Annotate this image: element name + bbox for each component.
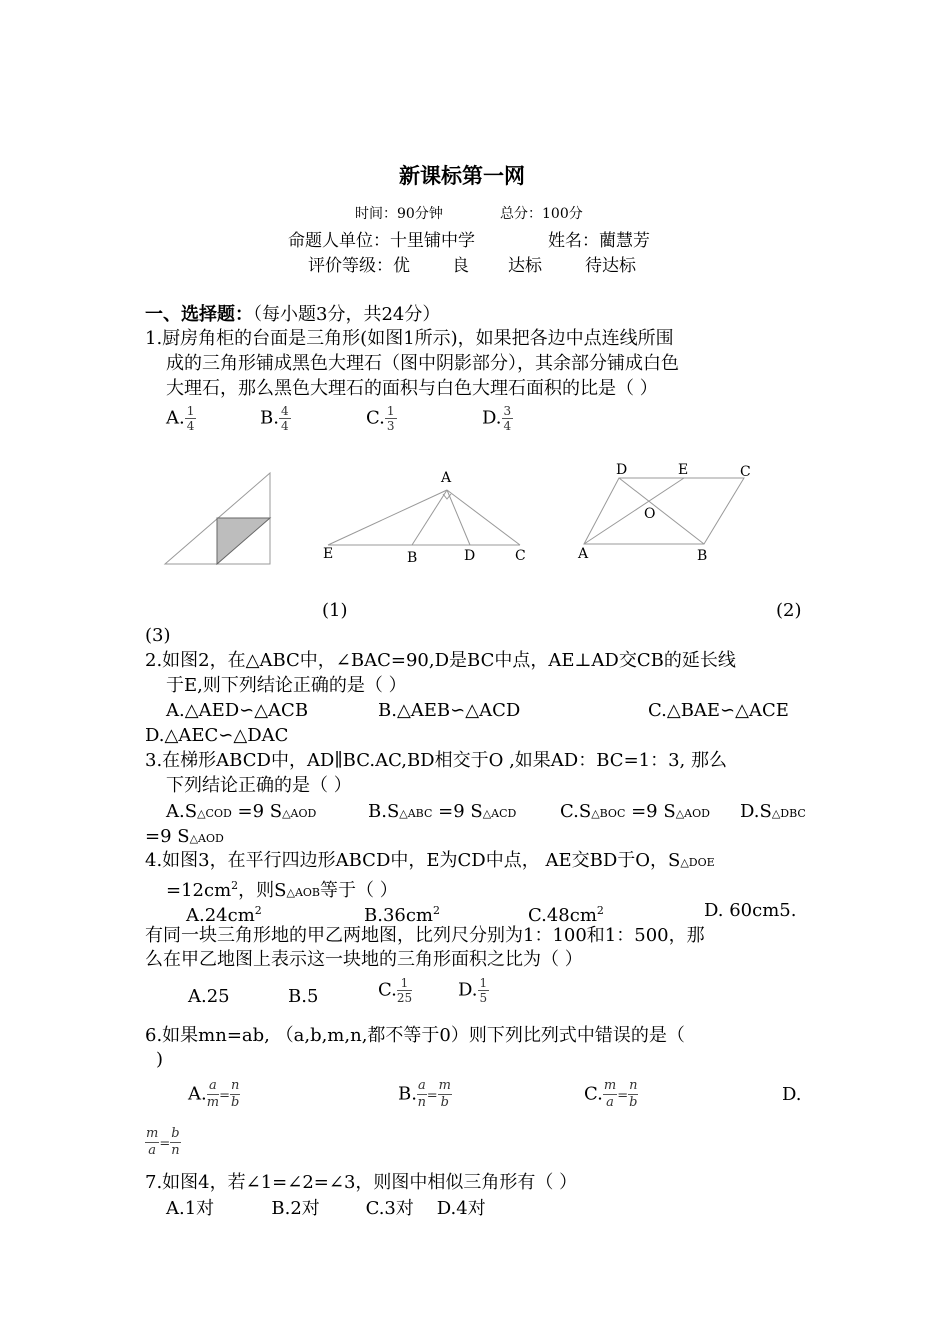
q1-option-a: A. $\frac{1}{4}$	[166, 404, 195, 433]
q6-option-d: $\frac{m}{a}$ = $\frac{b}{n}$	[146, 1126, 180, 1158]
fig2-label-b: B	[407, 550, 418, 566]
fig2-label-d: D	[464, 548, 476, 564]
q3-option-c: C.S△BOC =9 S△AOD	[560, 801, 710, 822]
fig3-label-e: E	[678, 462, 689, 478]
q5-option-a: A.25	[188, 986, 230, 1007]
q1-line2: 成的三角形铺成黑色大理石（图中阴影部分），其余部分铺成白色	[166, 353, 679, 374]
grade-label: 评价等级：优	[308, 256, 410, 276]
q4-option-d: D. 60cm5.	[704, 900, 797, 921]
caption-2: (2)	[776, 600, 802, 621]
q2-option-c: C.△BAE∽△ACE	[648, 700, 789, 721]
figure-1-triangle	[160, 468, 275, 570]
fig3-label-a: A	[578, 546, 589, 562]
figure-3-parallelogram	[572, 458, 757, 568]
page-title: 新课标第一网	[399, 164, 525, 188]
fig3-label-c: C	[740, 464, 751, 480]
q3-option-a: A.S△COD =9 S△AOD	[166, 801, 317, 822]
total-info: 总分：100分	[500, 206, 583, 222]
q1-line1: 1.厨房角柜的台面是三角形(如图1所示)，如果把各边中点连线所围	[145, 328, 674, 349]
q6-option-a: A. $\frac{a}{m}$ = $\frac{n}{b}$	[188, 1078, 240, 1110]
q7-options: A.1对 B.2对 C.3对 D.4对	[166, 1198, 486, 1219]
q5-option-c: C. $\frac{1}{25}$	[378, 976, 413, 1005]
q6-line2: )	[156, 1049, 164, 1070]
q3-line2: 下列结论正确的是（ ）	[166, 775, 352, 796]
q5-option-b: B.5	[288, 986, 319, 1007]
q4-line2: $=12cm^2$，则S△AOB等于（ ）	[166, 879, 398, 901]
q6-option-b: B. $\frac{a}{n}$ = $\frac{m}{b}$	[398, 1078, 451, 1110]
caption-3: (3)	[145, 625, 171, 646]
q4-option-a: $A.24cm^2$	[186, 904, 262, 926]
author-unit: 命题人单位：十里铺中学	[288, 231, 475, 251]
q2-option-a: A.△AED∽△ACB	[166, 700, 309, 721]
q5-option-d: D. $\frac{1}{5}$	[458, 976, 488, 1005]
q3-option-d-cont: =9 S△AOD	[145, 826, 224, 847]
q2-line2: 于E,则下列结论正确的是（ ）	[166, 675, 407, 696]
q1-line3: 大理石，那么黑色大理石的面积与白色大理石面积的比是（ ）	[166, 378, 658, 399]
q4-line1: 4.如图3，在平行四边形ABCD中，E为CD中点， AE交BD于O，S△DOE	[145, 850, 715, 871]
q7-line1: 7.如图4，若∠1=∠2=∠3，则图中相似三角形有（ ）	[145, 1172, 578, 1193]
q6-option-d-label: D.	[782, 1084, 802, 1105]
fig2-label-e: E	[323, 546, 334, 562]
q2-option-d: D.△AEC∽△DAC	[145, 725, 289, 746]
figure-2-right-triangle	[315, 466, 535, 566]
fig2-label-a: A	[441, 470, 452, 486]
q1-option-b: B. $\frac{4}{4}$	[260, 404, 289, 433]
author-name: 姓名：藺慧芳	[548, 231, 650, 251]
grade-pass: 达标	[508, 256, 542, 276]
q4-option-b: $B.36cm^2$	[364, 904, 441, 926]
q5-line2: 么在甲乙地图上表示这一块地的三角形面积之比为（ ）	[145, 949, 583, 970]
q5-line1: 有同一块三角形地的甲乙两地图，比列尺分别为1：100和1：500，那	[145, 925, 705, 946]
fig2-label-c: C	[515, 548, 526, 564]
q2-option-b: B.△AEB∽△ACD	[378, 700, 521, 721]
section-note: （每小题3分，共24分）	[253, 304, 441, 325]
grade-good: 良	[452, 256, 469, 276]
section-title: 一、选择题：	[145, 304, 253, 325]
fig3-label-o: O	[644, 506, 656, 522]
q3-option-d: D.S△DBC	[740, 801, 806, 822]
section-heading	[145, 300, 440, 326]
fig3-label-d: D	[616, 462, 628, 478]
q1-option-d: D. $\frac{3}{4}$	[482, 404, 512, 433]
q3-line1: 3.在梯形ABCD中，AD∥BC.AC,BD相交于O ,如果AD：BC=1：3, 那么	[145, 750, 728, 771]
q1-option-c: C. $\frac{1}{3}$	[366, 404, 395, 433]
q6-option-c: C. $\frac{m}{a}$ = $\frac{n}{b}$	[584, 1078, 638, 1110]
q2-line1: 2.如图2，在△ABC中，∠BAC=90,D是BC中点，AE⊥AD交CB的延长线	[145, 650, 736, 671]
time-info: 时间：90分钟	[355, 206, 443, 222]
q4-option-c: $C.48cm^2$	[528, 904, 604, 926]
q6-line1: 6.如果mn=ab, （a,b,m,n,都不等于0）则下列比列式中错误的是（	[145, 1025, 685, 1046]
grade-fail: 待达标	[585, 256, 636, 276]
q3-option-b: B.S△ABC =9 S△ACD	[368, 801, 517, 822]
caption-1: (1)	[322, 600, 348, 621]
fig3-label-b: B	[697, 548, 708, 564]
